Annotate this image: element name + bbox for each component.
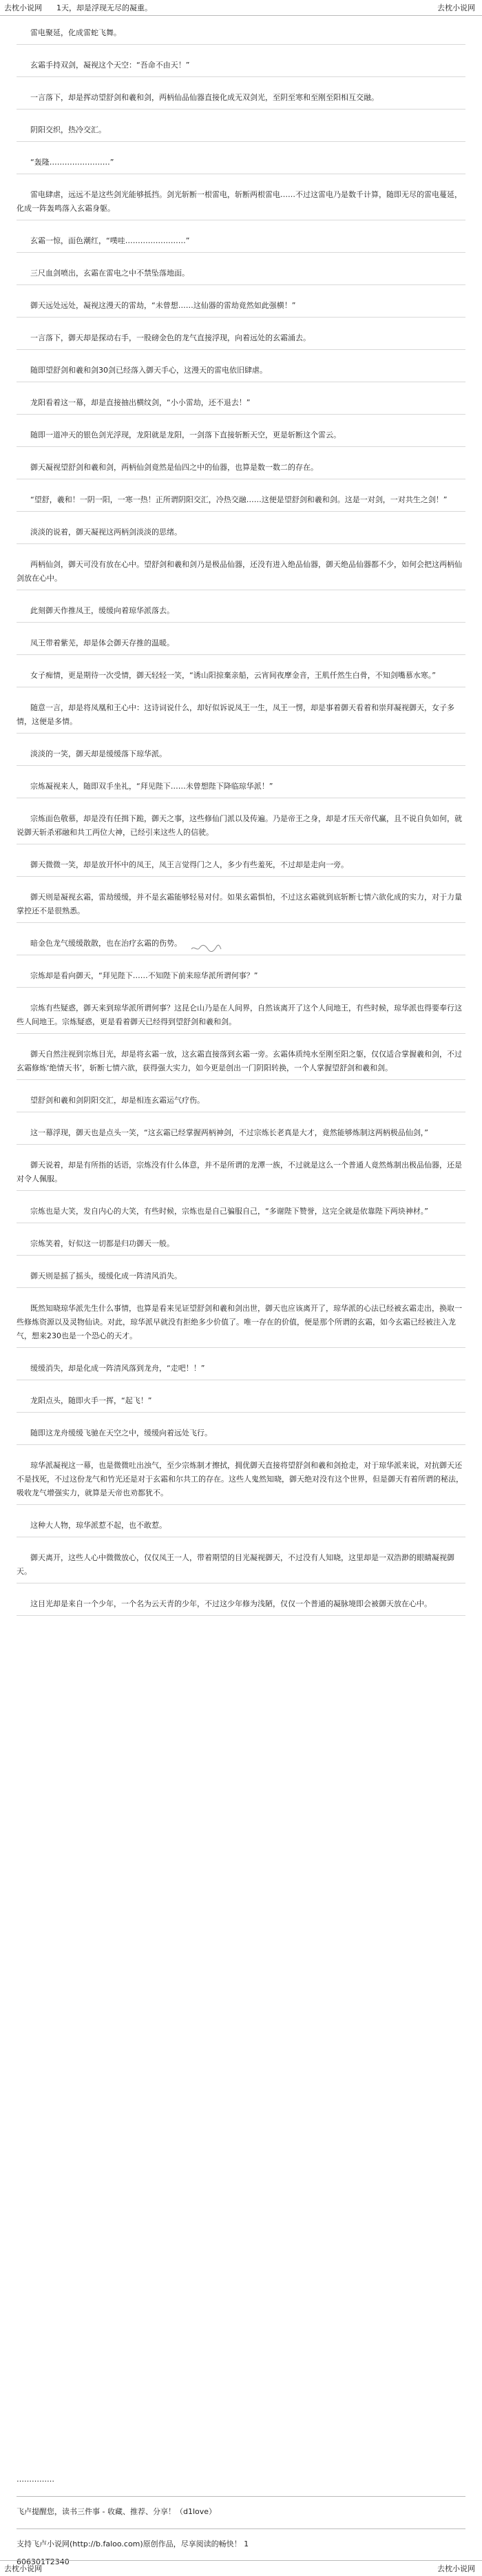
site-name-left: 去枕小说网 xyxy=(4,3,42,12)
paragraph: 宗炼也是大笑，发自内心的大笑，有些时候，宗炼也是自己骗服自己，“多谢陛下赞誉，这完全就是依靠陛下两块神材。” xyxy=(17,1205,465,1223)
paragraph: 既然知晓琼华派先生什么事情，也算是看来见证望舒剑和羲和剑出世，御天也应该离开了，琼华派的心法已经被玄霜走出，换取一些修炼资源以及灵物仙诀。对此，琼华派早就没有拒绝多少价值了。唯一存在的价值，便是那个所谓的玄霜，如今玄霜已经被注入龙气，想来230也是一个恐心的天才。 xyxy=(17,1302,465,1348)
paragraph: 淡淡的一笑，御天却是缓缓落下琼华派。 xyxy=(17,747,465,766)
paragraph: 凤王带着紫芜，却是体会御天存推的温暖。 xyxy=(17,636,465,655)
paragraph: 缓缓消失，却是化成一阵清风落到龙舟，“走吧！！” xyxy=(17,1362,465,1380)
paragraph: 御天自然注视到宗炼目光，却是将玄霜一放，这玄霜直接落到玄霜一旁。玄霜体质纯水至刚至阳之躯，仅仅适合掌握羲和剑，不过玄霜修炼‘绝情天书’，斩断七情六欲，获得强大实力，如今更是创出一门阴阳转换，一个人掌握望舒剑和羲和剑。 xyxy=(17,1048,465,1080)
footer-ellipsis: …………… xyxy=(17,2475,54,2484)
paragraph: 一言落下，御天却是探动右手，一股磅金色的龙气直接浮现，向着远处的玄霜涌去。 xyxy=(17,331,465,350)
paragraph: 随即这龙舟缓缓飞驰在天空之中，缓缓向着远处飞行。 xyxy=(17,1426,465,1445)
paragraph: 两柄仙剑，御天可没有放在心中。望舒剑和羲和剑乃是极品仙器，还没有进入绝品仙器，御天绝品仙器都不少，如何会把这两柄仙剑放在心中。 xyxy=(17,558,465,590)
handwritten-scribble xyxy=(190,944,222,953)
paragraph: 龙阳点头，随即火手一挥，“起飞！” xyxy=(17,1394,465,1413)
paragraph: “望舒，羲和！一阴一阳，一寒一热！正所谓阴阳交汇，冷热交融……这便是望舒剑和羲和剑。这是一对剑，一对共生之剑！” xyxy=(17,493,465,512)
paragraph: 雷电肆虐，远远不是这些剑光能够抵挡。剑光斩断一根雷电，斩断两根雷电……不过这雷电乃是数千计算，随即无尽的雷电蔓延，化成一阵轰鸣落入玄霜身躯。 xyxy=(17,188,465,220)
footer-support-link[interactable]: 支持飞卢小说网(http://b.faloo.com)原创作品，尽享阅读的畅快！ 1 xyxy=(17,2539,249,2548)
paragraph: 御天远处远处，凝视这漫天的雷劫，“未曾想……这仙器的雷劫竟然如此强横！” xyxy=(17,299,465,318)
paragraph: 望舒剑和羲和剑阴阳交汇，却是相连玄霜运气疗伤。 xyxy=(17,1094,465,1112)
footer-prompt: 飞卢提醒您，读书三件事 - 收藏、推荐、分享！（d1love） xyxy=(17,2507,217,2516)
paragraph: 三尺血剑喷出，玄霜在雷电之中不禁坠落地面。 xyxy=(17,267,465,285)
paragraph: 玄霜手持双剑，凝视这个天空：“吾命不由天！” xyxy=(17,59,465,77)
paragraph: 女子痴情，更是期待一次受情，御天轻轻一笑，“诱山阳掠棄亲船，云宵间夜摩金音，王肌仟然生白骨，不知剑嘴慕水寒。” xyxy=(17,669,465,687)
paragraph: 这目光却是来自一个少年，一个名为云天青的少年，不过这少年修为浅陋，仅仅一个普通的凝脉境即会被御天放在心中。 xyxy=(17,1597,465,1616)
header-snippet: 1天，却是浮现无尽的凝重。 xyxy=(56,3,152,12)
paragraph: 宗炼笑着，好似这一切都是归功御天一般。 xyxy=(17,1237,465,1256)
paragraph: 御天凝视望舒剑和羲和剑，两柄仙剑竟然是仙四之中的仙器，也算是数一数二的存在。 xyxy=(17,461,465,479)
paragraph: 御天微微一笑，却是放开怀中的凤王，凤王言觉得门之人，多少有些羞死，不过却是走向一旁。 xyxy=(17,858,465,877)
paragraph: 此刻御天作推凤王，缓缓向着琼华派落去。 xyxy=(17,604,465,623)
paragraph: 御天说着，却是有所指的话语，宗炼没有什么体意，并不是所谓的龙潭一族，不过就是这么一个普通人竟然炼制出极品仙器，还是对令人佩服。 xyxy=(17,1159,465,1191)
site-name-right: 去枕小说网 xyxy=(437,3,475,12)
paragraph: 随即望舒剑和羲和剑30剑已经落入御天手心，这漫天的雷电依旧肆虐。 xyxy=(17,364,465,382)
footer-block xyxy=(17,2473,465,2573)
paragraph: 阴阳交织，热冷交汇。 xyxy=(17,123,465,142)
page-header xyxy=(0,0,482,16)
page-footer xyxy=(0,2560,482,2576)
chapter-body xyxy=(17,26,465,1630)
paragraph: 御天则是凝视玄霜，雷劫缓缓，并不是玄霜能够轻易对付。如果玄霜惧怕，不过这玄霜就到底斩断七情六欲化成的实力，对于力量掌控还不是很熟悉。 xyxy=(17,891,465,923)
paragraph: 琼华派凝视这一幕，也是微微吐出浊气，至少宗炼制才擦拭，拥优御天直接将望舒剑和羲和剑抢走，对于琼华派来说，对抗御天还不是找死，不过这份龙气和竹光还是对于玄霜和尔共工的存在。这些人鬼然知晓，御天绝对没有这个世界，但是御天有着所谓的秘法，吸收龙气增强实力，就算是天帝也劝都犹不。 xyxy=(17,1459,465,1505)
paragraph: 御天离开，这些人心中微微放心，仅仅凤王一人，带着期望的目光凝视御天，不过没有人知晓，这里却是一双浩渺的眼睛凝视御天。 xyxy=(17,1551,465,1583)
footer-number: 606301T2340 xyxy=(17,2557,70,2566)
paragraph: 这种大人物，琼华派惹不起，也不敢惹。 xyxy=(17,1519,465,1537)
paragraph: 雷电聚延，化成雷蛇飞舞。 xyxy=(17,26,465,45)
paragraph: 宗炼有些疑惑，御天来到琼华派所谓何事？这昆仑山乃是在人间界，自然该离开了这个人间地王，有些时候，琼华派也得要奉行这些人间地王。宗炼疑惑，更是看着御天已经得到望舒剑和羲和剑。 xyxy=(17,1001,465,1034)
footer-divider xyxy=(17,2523,465,2529)
paragraph: 随意一言，却是将凤凰和王心中：这诗词说什么，却好似诉说凤王一生，凤王一愣，却是事着御天看着和崇拜凝视御天，女子多情，这便是多情。 xyxy=(17,701,465,734)
paragraph: 暗金色龙气缓缓散散，也在治疗玄霜的伤势。 xyxy=(17,937,465,955)
paragraph: 一言落下，却是挥动望舒剑和羲和剑，两柄仙品仙器直接化成无双剑光，至阴至寒和至刚至阳相互交融。 xyxy=(17,91,465,110)
paragraph: 宗炼却是看向御天，“拜见陛下……不知陛下前来琼华派所谓何事？” xyxy=(17,969,465,988)
site-name-left: 去枕小说网 xyxy=(4,2564,42,2573)
paragraph: 宗炼凝视来人，随即双手坐礼，“拜见陛下……未曾想陛下降临琼华派！” xyxy=(17,780,465,798)
paragraph: 随即一道冲天的银色剑光浮现，龙阳就是龙阳，一剑落下直接斩断天空，更是斩断这个雷云。 xyxy=(17,428,465,447)
paragraph: 龙阳看着这一幕，却是直接抽出横纹剑，“小小雷劫，还不退去！” xyxy=(17,396,465,415)
footer-divider xyxy=(17,2491,465,2497)
paragraph: “轰隆……………………” xyxy=(17,156,465,174)
paragraph: 宗炼面色敬慕，却是没有任揖下跪，御天之事，这些修仙门派以及传遍。乃是帝王之身，却是才压天帝代赢，且不说自负如何，就说御天斩杀邪融和共工两位大神，已经引来这些人的信驶。 xyxy=(17,812,465,844)
paragraph: 这一幕浮现，御天也是点头一笑，“这玄霜已经掌握两柄神剑，不过宗炼长老真是大才，竟然能够炼制这两柄极品仙剑，” xyxy=(17,1126,465,1145)
paragraph: 玄霜一惊，面色潮红，“噗哇……………………” xyxy=(17,234,465,253)
paragraph: 御天则是摇了摇头，缓缓化成一阵清风消失。 xyxy=(17,1269,465,1288)
paragraph: 淡淡的说着，御天凝视这两柄剑淡淡的思绪。 xyxy=(17,526,465,544)
site-name-right: 去枕小说网 xyxy=(437,2564,475,2573)
